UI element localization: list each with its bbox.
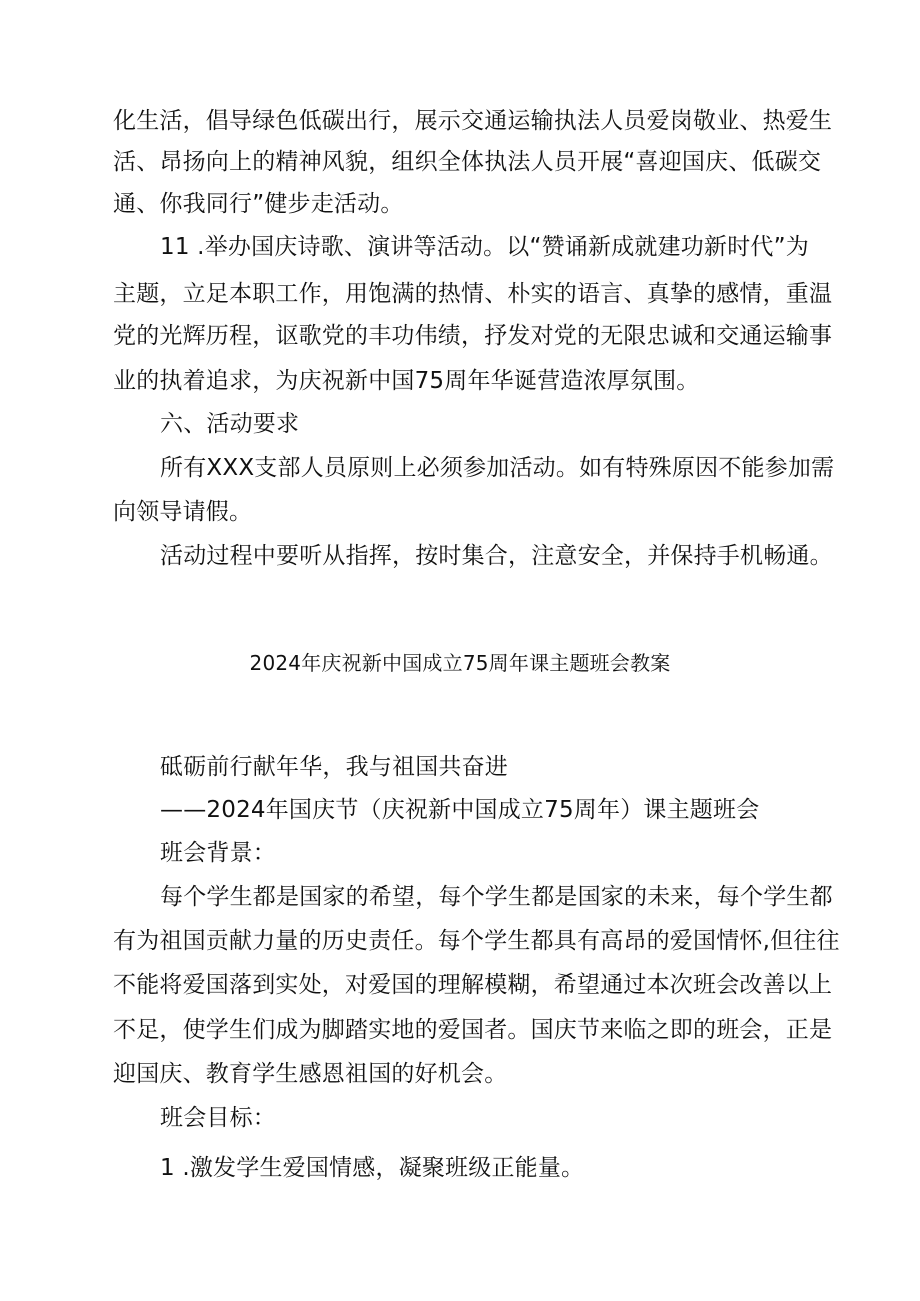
document-title: 2024年庆祝新中国成立75周年课主题班会教案 bbox=[249, 651, 671, 675]
paragraph-line: 活、昂扬向上的精神风貌，组织全体执法人员开展“喜迎国庆、低碳交 bbox=[113, 149, 822, 175]
paragraph-line: 不能将爱国落到实处，对爱国的理解模糊，希望通过本次班会改善以上 bbox=[113, 972, 833, 998]
subtitle: 砥砺前行献年华，我与祖国共奋进 bbox=[160, 754, 508, 780]
paragraph-line: 每个学生都是国家的希望，每个学生都是国家的未来，每个学生都 bbox=[160, 884, 833, 910]
paragraph-line: 活动过程中要听从指挥，按时集合，注意安全，并保持手机畅通。 bbox=[160, 543, 833, 569]
paragraph-line: 向领导请假。 bbox=[113, 499, 253, 525]
section-heading: 六、活动要求 bbox=[160, 411, 300, 437]
list-item-11-line: 11 .举办国庆诗歌、演讲等活动。以“赞诵新成就建功新时代”为 bbox=[160, 234, 809, 260]
paragraph-line: 主题，立足本职工作，用饱满的热情、朴实的语言、真挚的感情，重温 bbox=[113, 281, 833, 307]
paragraph-line: 党的光辉历程，讴歌党的丰功伟绩，抒发对党的无限忠诚和交通运输事 bbox=[113, 323, 833, 349]
goal-label: 班会目标： bbox=[160, 1105, 276, 1131]
paragraph-line: 有为祖国贡献力量的历史责任。每个学生都具有高昂的爱国情怀,但往往 bbox=[113, 928, 840, 954]
paragraph-line: 所有XXX支部人员原则上必须参加活动。如有特殊原因不能参加需 bbox=[160, 455, 835, 481]
background-label: 班会背景： bbox=[160, 840, 276, 866]
paragraph-line: 业的执着追求，为庆祝新中国75周年华诞营造浓厚氛围。 bbox=[113, 368, 700, 394]
paragraph-line: 通、你我同行”健步走活动。 bbox=[113, 191, 404, 217]
paragraph-line: 不足，使学生们成为脚踏实地的爱国者。国庆节来临之即的班会，正是 bbox=[113, 1017, 833, 1043]
goal-item-1: 1 .激发学生爱国情感，凝聚班级正能量。 bbox=[160, 1155, 585, 1181]
paragraph-line: 化生活，倡导绿色低碳出行，展示交通运输执法人员爱岗敬业、热爱生 bbox=[113, 108, 833, 134]
subtitle-2: ——2024年国庆节（庆祝新中国成立75周年）课主题班会 bbox=[160, 797, 760, 823]
paragraph-line: 迎国庆、教育学生感恩祖国的好机会。 bbox=[113, 1061, 508, 1087]
